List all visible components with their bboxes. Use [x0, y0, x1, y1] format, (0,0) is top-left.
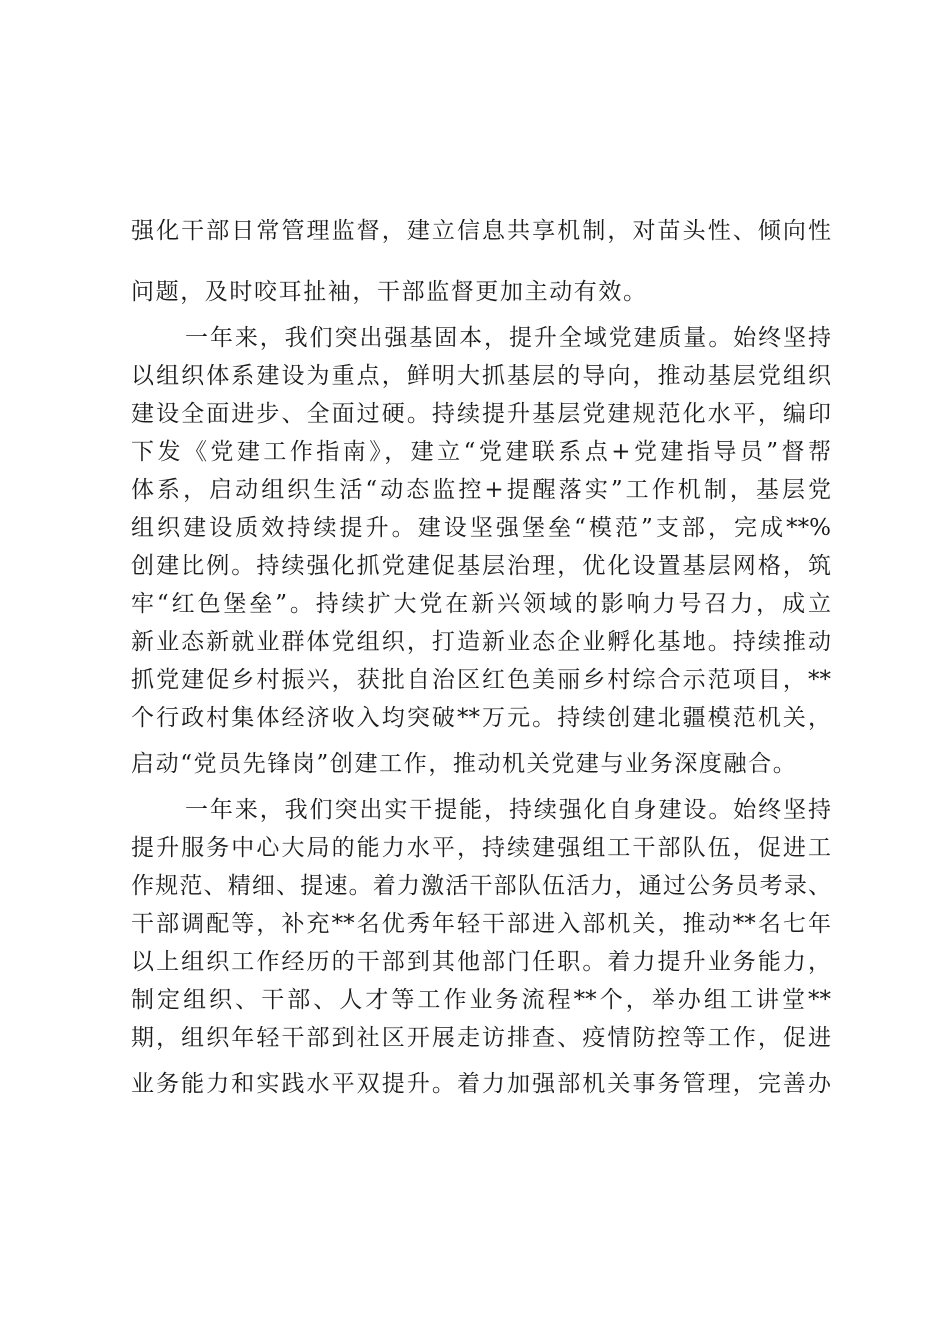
text-line: 下发《党建工作指南》，建立“党建联系点+党建指导员”督帮: [131, 439, 831, 465]
text-line: 以上组织工作经历的干部到其他部门任职。着力提升业务能力，: [131, 949, 831, 975]
text-line: 牢“红色堡垒”。持续扩大党在新兴领域的影响力号召力，成立: [131, 591, 831, 617]
text-line: 建设全面进步、全面过硬。持续提升基层党建规范化水平，编印: [131, 401, 831, 427]
text-line: 制定组织、干部、人才等工作业务流程**个，举办组工讲堂**: [131, 987, 831, 1013]
text-line: 期，组织年轻干部到社区开展走访排查、疫情防控等工作，促进: [131, 1025, 831, 1051]
paragraph-first-line: 一年来，我们突出实干提能，持续强化自身建设。始终坚持: [185, 797, 831, 823]
text-line: 强化干部日常管理监督，建立信息共享机制，对苗头性、倾向性: [131, 218, 831, 244]
text-line: 业务能力和实践水平双提升。着力加强部机关事务管理，完善办: [131, 1071, 831, 1097]
text-line: 提升服务中心大局的能力水平，持续建强组工干部队伍，促进工: [131, 835, 831, 861]
text-line: 以组织体系建设为重点，鲜明大抓基层的导向，推动基层党组织: [131, 363, 831, 389]
text-line: 抓党建促乡村振兴，获批自治区红色美丽乡村综合示范项目，**: [131, 667, 831, 693]
text-line: 干部调配等，补充**名优秀年轻干部进入部机关，推动**名七年: [131, 911, 831, 937]
text-line: 体系，启动组织生活“动态监控+提醒落实”工作机制，基层党: [131, 477, 831, 503]
text-line: 组织建设质效持续提升。建设坚强堡垒“模范”支部，完成**%: [131, 515, 831, 541]
text-line: 新业态新就业群体党组织，打造新业态企业孵化基地。持续推动: [131, 629, 831, 655]
text-line: 个行政村集体经济收入均突破**万元。持续创建北疆模范机关，: [131, 705, 831, 731]
text-line: 问题，及时咬耳扯袖，干部监督更加主动有效。: [131, 279, 648, 305]
text-line: 创建比例。持续强化抓党建促基层治理，优化设置基层网格，筑: [131, 553, 831, 579]
text-line: 启动“党员先锋岗”创建工作，推动机关党建与业务深度融合。: [131, 751, 798, 777]
paragraph-first-line: 一年来，我们突出强基固本，提升全域党建质量。始终坚持: [185, 325, 831, 351]
text-line: 作规范、精细、提速。着力激活干部队伍活力，通过公务员考录、: [131, 873, 831, 899]
